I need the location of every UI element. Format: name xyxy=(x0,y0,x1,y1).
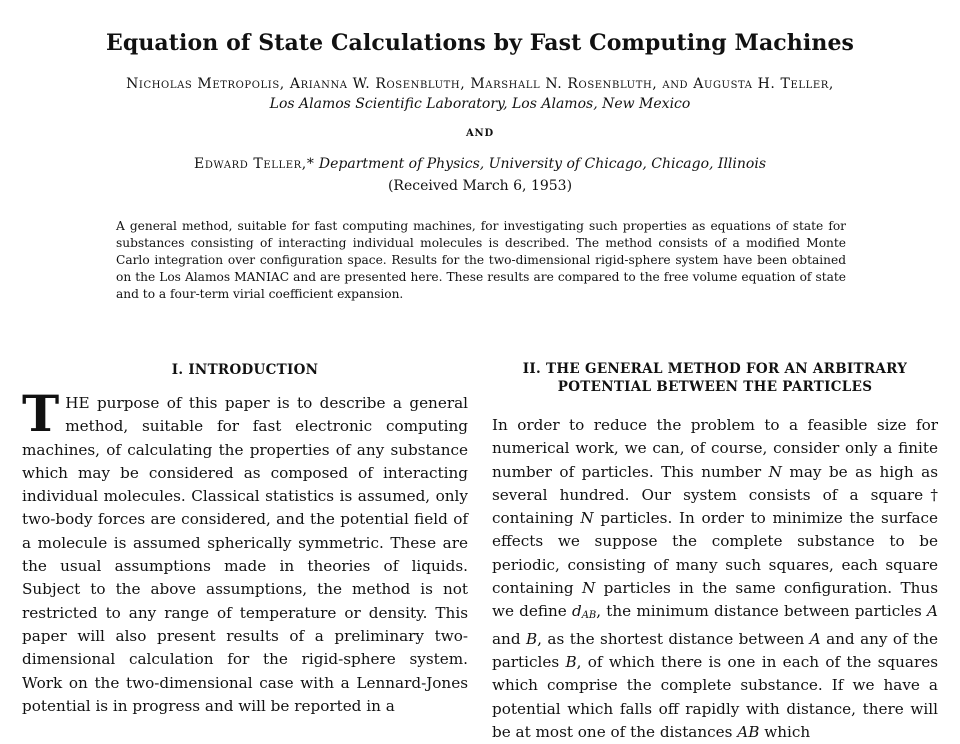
var-A-2: A xyxy=(809,629,821,648)
method-text-8: and any of the particles xyxy=(492,629,938,671)
abstract: A general method, suitable for fast computing machines, for investigating such properties as equations of state for substances consisting of interacting individual molecules is described. The method consists of a modified Monte Carlo integration over configuration space. Results for the two-dimensional rigid-sphere system have been obtained on the Los Alamos MANIAC and are presented here. These results are compared to the free volume equation of state and to a four-term virial coefficient expansion. xyxy=(116,219,846,301)
introduction-body xyxy=(22,384,468,718)
var-B-2: B xyxy=(565,652,577,671)
affiliation-los-alamos: Los Alamos Scientific Laboratory, Los Alamos, New Mexico xyxy=(269,96,691,112)
second-author-name: Edward Teller,* xyxy=(194,156,315,172)
var-B-1: B xyxy=(526,629,538,648)
method-text-4: particles in the same configuration. Thus we define xyxy=(492,579,938,621)
general-method-body xyxy=(492,414,938,744)
var-N-1: N xyxy=(768,462,782,481)
var-d: d xyxy=(571,602,582,621)
introduction-text: HE purpose of this paper is to describe a general method, suitable for fast electronic computing machines, of calculating the properties of any substance which may be considered as composed of interacting individual molecules. Classical statistics is assumed, only two-body forces are considered, and the potential field of a molecule is assumed spherically symmetric. These are the usual assumptions made in theories of liquids. Subject to the above assumptions, the method is not restricted to any range of temperature or density. This paper will also present results of a preliminary two-dimensional calculation for the rigid-sphere system. Work on the two-dimensional case with a Lennard-Jones potential is in progress and will be reported in a xyxy=(22,394,468,715)
section-heading-general-method: II. THE GENERAL METHOD FOR AN ARBITRARY POTENTIAL BETWEEN THE PARTICLES xyxy=(522,361,908,395)
method-text-7: , as the shortest distance between xyxy=(537,629,810,648)
method-text-1: In order to reduce the problem to a feasible size for numerical work, we can, of course, consider only a finite number of particles. This number xyxy=(492,416,938,481)
method-text-2: may be as high as several hundred. Our system consists of a square† containing xyxy=(492,462,938,528)
var-A-1: A xyxy=(927,602,938,621)
method-text-10: which xyxy=(759,722,811,741)
method-text-9: , of which there is one in each of the squares which comprise the complete substance. If we have a potential which falls off rapidly with distance, there will be at most one of the distances xyxy=(492,652,938,741)
and-separator: AND xyxy=(466,128,494,139)
section-heading-introduction: I. INTRODUCTION xyxy=(171,362,319,378)
method-text-6: and xyxy=(492,629,526,648)
second-author-line xyxy=(0,156,960,172)
second-author-affiliation: Department of Physics, University of Chicago, Chicago, Illinois xyxy=(314,156,766,172)
received-date: (Received March 6, 1953) xyxy=(387,178,573,194)
author-list: Nicholas Metropolis, Arianna W. Rosenbluth, Marshall N. Rosenbluth, and Augusta H. Teller, xyxy=(126,76,834,92)
var-AB: AB xyxy=(737,722,760,741)
paper-title: Equation of State Calculations by Fast Computing Machines xyxy=(105,30,855,56)
drop-cap: T xyxy=(22,384,60,443)
var-N-2: N xyxy=(580,509,594,528)
method-text-3: particles. In order to minimize the surface effects we suppose the complete substance to be periodic, consisting of many such squares, each square containing xyxy=(492,509,938,598)
method-text-5: , the minimum distance between particles xyxy=(596,602,928,621)
var-N-3: N xyxy=(581,579,596,598)
var-d-subscript: AB xyxy=(581,610,597,622)
